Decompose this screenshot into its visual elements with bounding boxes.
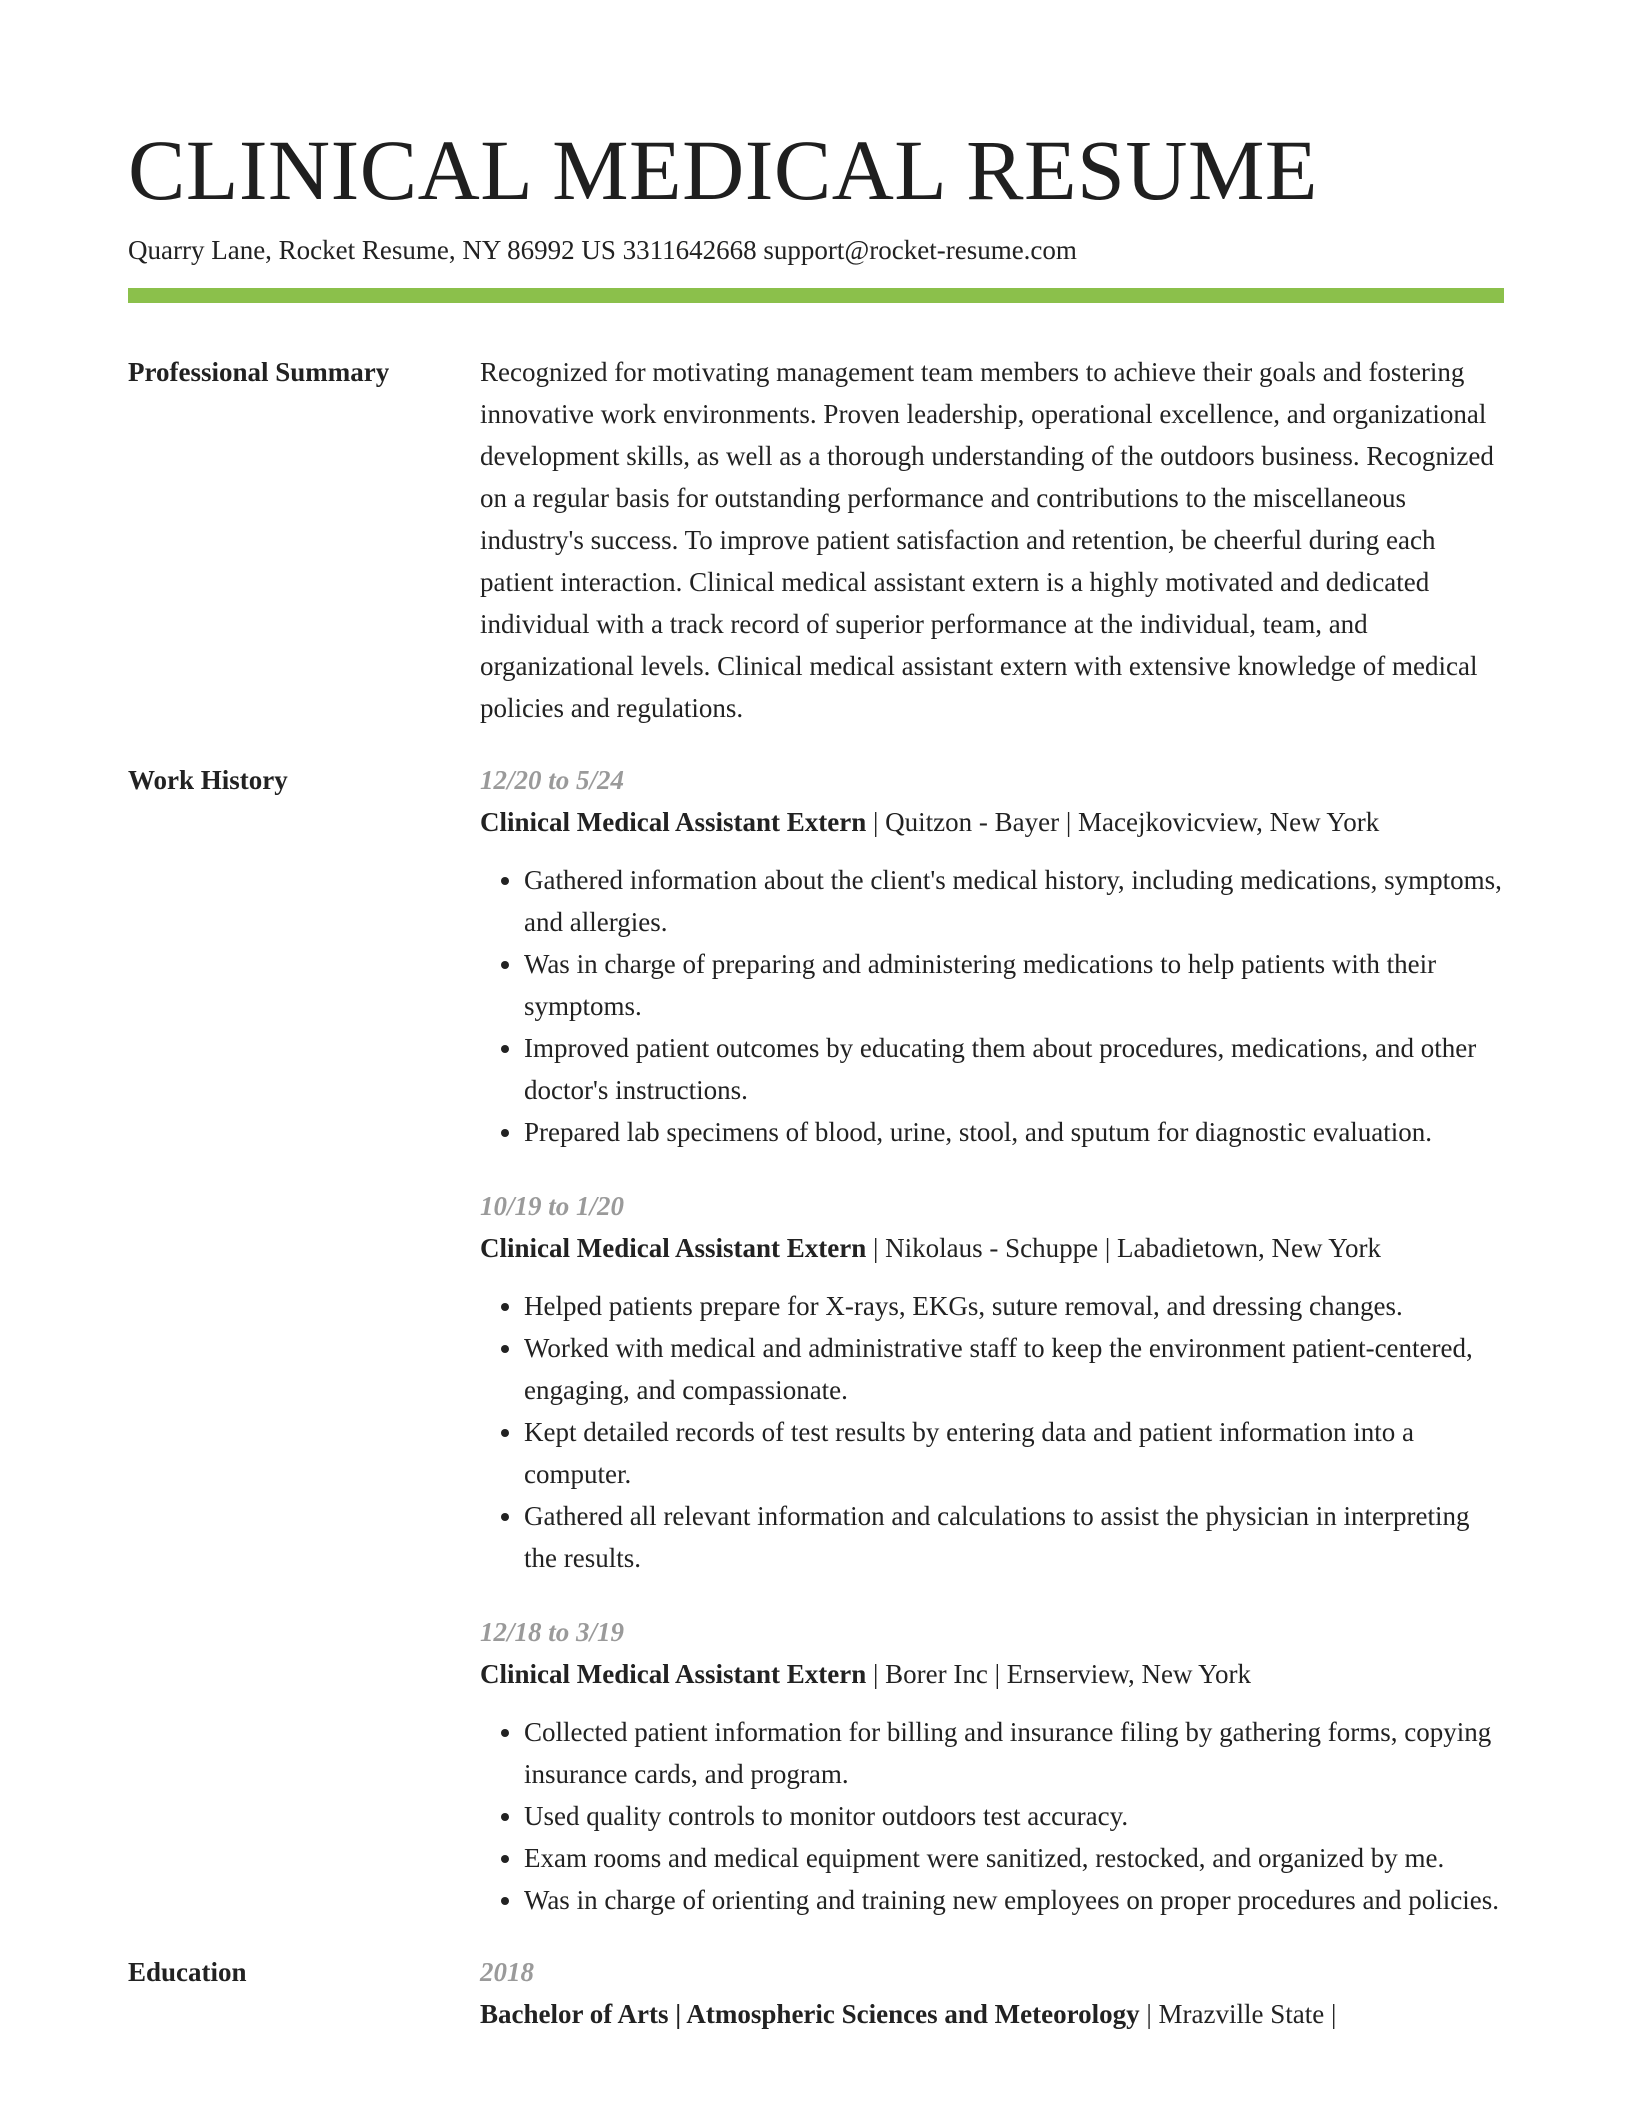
degree-title: Bachelor of Arts | Atmospheric Sciences and Meteorology: [480, 1999, 1140, 2029]
bullet-item: • Was in charge of preparing and administering medications to help patients with their symptoms.: [524, 943, 1504, 1027]
job-bullets: [480, 859, 1504, 1153]
job-dates: 12/18 to 3/19: [480, 1617, 625, 1647]
education-section: [128, 1951, 1504, 2035]
job-bullets: [480, 1285, 1504, 1579]
work-history-body: [480, 759, 1504, 1921]
bullet-item: • Collected patient information for billing and insurance filing by gathering forms, copying insurance cards, and program.: [524, 1711, 1504, 1795]
job-title: Clinical Medical Assistant Extern: [480, 1233, 867, 1263]
job-entry: [480, 759, 1504, 1153]
job-details: | Nikolaus - Schuppe | Labadietown, New York: [866, 1233, 1381, 1263]
job-entry: [480, 1611, 1504, 1921]
education-heading: [480, 1993, 1504, 2035]
resume-page: [128, 118, 1504, 2035]
job-bullets: [480, 1711, 1504, 1921]
summary-section: [128, 351, 1504, 729]
bullet-item: • Exam rooms and medical equipment were sanitized, restocked, and organized by me.: [524, 1837, 1504, 1879]
job-dates: 10/19 to 1/20: [480, 1191, 625, 1221]
education-year: 2018: [480, 1957, 534, 1987]
job-heading: [480, 1227, 1504, 1269]
bullet-item: • Gathered all relevant information and calculations to assist the physician in interpreting the results.: [524, 1495, 1504, 1579]
bullet-item: • Kept detailed records of test results by entering data and patient information into a computer.: [524, 1411, 1504, 1495]
resume-title: CLINICAL MEDICAL RESUME: [128, 122, 1318, 218]
school-name: | Mrazville State |: [1139, 1999, 1337, 2029]
work-history-label: Work History: [128, 765, 288, 795]
work-history-section: [128, 759, 1504, 1921]
summary-label: Professional Summary: [128, 357, 390, 387]
education-label: Education: [128, 1957, 247, 1987]
job-dates: 12/20 to 5/24: [480, 765, 625, 795]
summary-text: Recognized for motivating management team members to achieve their goals and fostering innovative work environments. Proven leadership, operational excellence, and organizational development skills, as well as a thorough understanding of the outdoors business. Recognized on a regular basis for outstanding performance and contributions to the miscellaneous industry's success. To improve patient satisfaction and retention, be cheerful during each patient interaction. Clinical medical assistant extern is a highly motivated and dedicated individual with a track record of superior performance at the individual, team, and organizational levels. Clinical medical assistant extern with extensive knowledge of medical policies and regulations.: [480, 357, 1494, 723]
bullet-item: • Prepared lab specimens of blood, urine, stool, and sputum for diagnostic evaluation.: [524, 1111, 1504, 1153]
job-heading: [480, 1653, 1504, 1695]
education-body: [480, 1951, 1504, 2035]
bullet-item: • Helped patients prepare for X-rays, EKGs, suture removal, and dressing changes.: [524, 1285, 1504, 1327]
job-title: Clinical Medical Assistant Extern: [480, 807, 867, 837]
accent-divider: [128, 288, 1504, 303]
bullet-item: • Was in charge of orienting and training new employees on proper procedures and policies.: [524, 1879, 1504, 1921]
job-heading: [480, 801, 1504, 843]
bullet-item: • Used quality controls to monitor outdoors test accuracy.: [524, 1795, 1504, 1837]
job-title: Clinical Medical Assistant Extern: [480, 1659, 867, 1689]
bullet-item: • Gathered information about the client's medical history, including medications, symptoms, and allergies.: [524, 859, 1504, 943]
job-details: | Borer Inc | Ernserview, New York: [866, 1659, 1251, 1689]
job-details: | Quitzon - Bayer | Macejkovicview, New York: [866, 807, 1380, 837]
contact-line: Quarry Lane, Rocket Resume, NY 86992 US 3311642668 support@rocket-resume.com: [128, 235, 1077, 265]
job-entry: [480, 1185, 1504, 1579]
bullet-item: • Improved patient outcomes by educating them about procedures, medications, and other doctor's instructions.: [524, 1027, 1504, 1111]
bullet-item: • Worked with medical and administrative staff to keep the environment patient-centered, engaging, and compassionate.: [524, 1327, 1504, 1411]
